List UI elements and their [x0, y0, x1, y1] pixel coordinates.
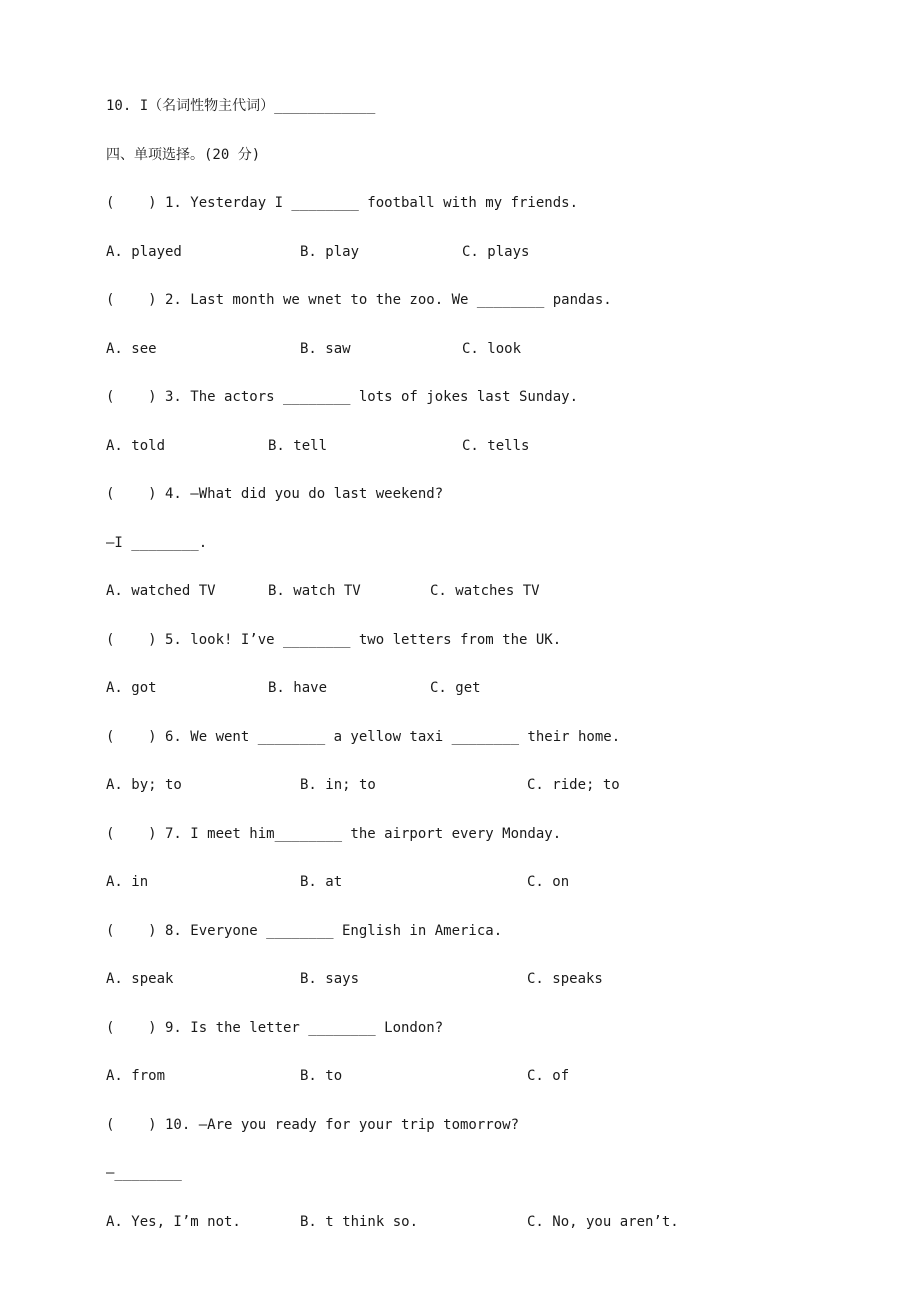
question-8-option-a: A. speak: [106, 971, 174, 987]
question-7-option-c: C. on: [527, 874, 570, 890]
section-heading: 四、单项选择。(20 分): [106, 147, 261, 163]
question-4-stem: ( ) 4. —What did you do last weekend?: [106, 486, 444, 502]
question-2-option-c: C. look: [462, 341, 522, 357]
question-1-option-b: B. play: [300, 244, 360, 260]
question-5-option-b: B. have: [268, 680, 328, 696]
question-9-option-c: C. of: [527, 1068, 570, 1084]
question-9-option-a: A. from: [106, 1068, 166, 1084]
question-1-stem: ( ) 1. Yesterday I ________ football with my friends.: [106, 195, 579, 211]
question-7-stem: ( ) 7. I meet him________ the airport every Monday.: [106, 826, 562, 842]
question-3-option-c: C. tells: [462, 438, 530, 454]
question-5-option-a: A. got: [106, 680, 157, 696]
question-4-option-c: C. watches TV: [430, 583, 540, 599]
question-9-option-b: B. to: [300, 1068, 343, 1084]
question-2-option-a: A. see: [106, 341, 157, 357]
intro-line: 10. I（名词性物主代词）____________: [106, 98, 376, 114]
question-3-stem: ( ) 3. The actors ________ lots of jokes last Sunday.: [106, 389, 579, 405]
question-8-option-b: B. says: [300, 971, 360, 987]
question-8-stem: ( ) 8. Everyone ________ English in America.: [106, 923, 503, 939]
question-4-option-b: B. watch TV: [268, 583, 361, 599]
question-6-option-a: A. by; to: [106, 777, 182, 793]
question-10-option-a: A. Yes, I’m not.: [106, 1214, 241, 1230]
question-1-option-a: A. played: [106, 244, 182, 260]
question-8-option-c: C. speaks: [527, 971, 603, 987]
question-3-option-a: A. told: [106, 438, 166, 454]
question-7-option-a: A. in: [106, 874, 149, 890]
question-10-option-c: C. No, you aren’t.: [527, 1214, 679, 1230]
question-3-option-b: B. tell: [268, 438, 328, 454]
question-1-option-c: C. plays: [462, 244, 530, 260]
question-5-option-c: C. get: [430, 680, 481, 696]
question-9-stem: ( ) 9. Is the letter ________ London?: [106, 1020, 444, 1036]
question-5-stem: ( ) 5. look! I’ve ________ two letters from the UK.: [106, 632, 562, 648]
question-2-stem: ( ) 2. Last month we wnet to the zoo. We ________ pandas.: [106, 292, 612, 308]
question-6-option-c: C. ride; to: [527, 777, 620, 793]
question-4-answer-line: —I ________.: [106, 535, 208, 551]
question-7-option-b: B. at: [300, 874, 343, 890]
question-4-option-a: A. watched TV: [106, 583, 216, 599]
question-10-answer-line: —________: [106, 1165, 182, 1181]
question-6-stem: ( ) 6. We went ________ a yellow taxi ________ their home.: [106, 729, 621, 745]
question-6-option-b: B. in; to: [300, 777, 376, 793]
question-10-stem: ( ) 10. —Are you ready for your trip tomorrow?: [106, 1117, 520, 1133]
question-10-option-b: B. t think so.: [300, 1214, 419, 1230]
question-2-option-b: B. saw: [300, 341, 351, 357]
